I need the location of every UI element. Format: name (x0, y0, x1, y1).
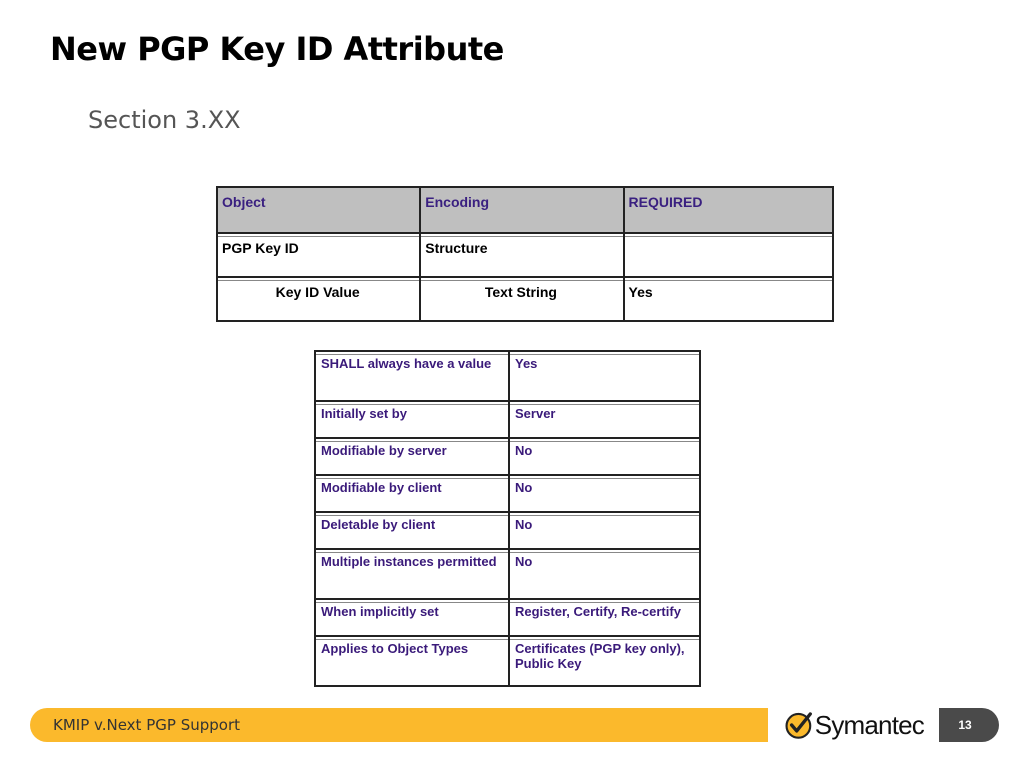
table-row (315, 401, 700, 438)
table-cell: Initially set by (315, 401, 509, 438)
table-cell: Structure (420, 233, 623, 277)
slide-subtitle: Section 3.XX (88, 106, 241, 134)
table-row (315, 599, 700, 636)
table-cell: Register, Certify, Re-certify (509, 599, 700, 636)
table-row (315, 351, 700, 401)
table-row (315, 636, 700, 686)
table-row (315, 512, 700, 549)
table-cell: Modifiable by client (315, 475, 509, 512)
table-cell: PGP Key ID (217, 233, 420, 277)
table-cell: Server (509, 401, 700, 438)
rules-table (314, 350, 701, 687)
table-cell (624, 233, 833, 277)
table-row (315, 438, 700, 475)
table-cell: Yes (624, 277, 833, 321)
table-cell: Multiple instances permitted (315, 549, 509, 599)
table-cell: Applies to Object Types (315, 636, 509, 686)
table-row (217, 277, 833, 321)
table-cell: No (509, 549, 700, 599)
brand-name: Symantec (814, 709, 924, 740)
table-cell: Key ID Value (217, 277, 420, 321)
slide-title: New PGP Key ID Attribute (50, 30, 504, 68)
table-cell: No (509, 438, 700, 475)
table-cell: No (509, 475, 700, 512)
checkmark-logo-icon (784, 708, 813, 742)
table-row (315, 475, 700, 512)
footer-text: KMIP v.Next PGP Support (53, 716, 240, 734)
table-cell: Modifiable by server (315, 438, 509, 475)
table-cell: When implicitly set (315, 599, 509, 636)
table-cell: No (509, 512, 700, 549)
header-cell: Object (217, 187, 420, 233)
table-row (315, 549, 700, 599)
page-number: 13 (939, 708, 999, 742)
object-table (216, 186, 834, 322)
table-header-row (217, 187, 833, 233)
header-cell: Encoding (420, 187, 623, 233)
table-cell: Yes (509, 351, 700, 401)
header-cell: REQUIRED (624, 187, 833, 233)
table-row (217, 233, 833, 277)
symantec-logo (784, 704, 924, 746)
table-cell: Deletable by client (315, 512, 509, 549)
table-cell: Certificates (PGP key only), Public Key (509, 636, 700, 686)
table-cell: SHALL always have a value (315, 351, 509, 401)
table-cell: Text String (420, 277, 623, 321)
